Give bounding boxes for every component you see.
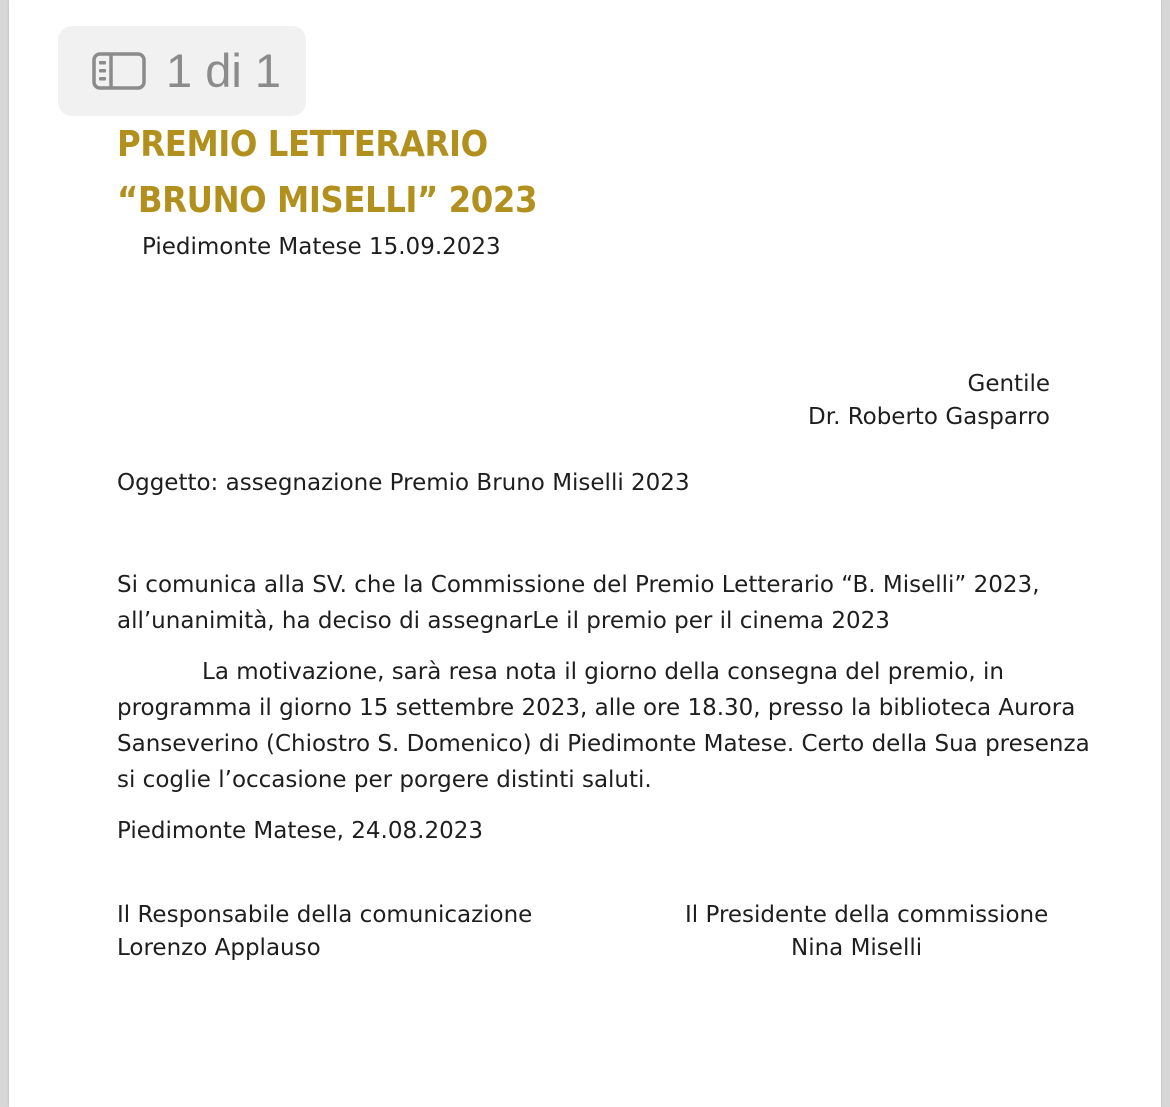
paragraph-2-line-1: La motivazione, sarà resa nota il giorno della consegna del premio, in (202, 659, 1004, 685)
paragraph-2-line-2: programma il giorno 15 settembre 2023, alle ore 18.30, presso la biblioteca Aurora (117, 695, 1076, 721)
footer-place-date: Piedimonte Matese, 24.08.2023 (117, 818, 483, 844)
page-indicator[interactable] (58, 26, 306, 116)
page-count-label: 1 di 1 (166, 44, 281, 97)
signatory-left-name: Lorenzo Applauso (117, 935, 321, 961)
subject-line: Oggetto: assegnazione Premio Bruno Miselli 2023 (117, 470, 690, 496)
salutation: Gentile (967, 371, 1050, 397)
paragraph-1-line-1: Si comunica alla SV. che la Commissione del Premio Letterario “B. Miselli” 2023, (117, 572, 1040, 598)
award-title-line-2: “BRUNO MISELLI” 2023 (117, 180, 538, 221)
paragraph-2-line-3: Sanseverino (Chiostro S. Domenico) di Piedimonte Matese. Certo della Sua presenza (117, 731, 1090, 757)
header-place-date: Piedimonte Matese 15.09.2023 (142, 234, 501, 260)
signatory-right-role: Il Presidente della commissione (685, 902, 1049, 928)
document-outline-icon (92, 52, 146, 90)
paragraph-1-line-2: all’unanimità, ha deciso di assegnarLe il premio per il cinema 2023 (117, 608, 890, 634)
signatory-right-name: Nina Miselli (791, 935, 923, 961)
recipient-name: Dr. Roberto Gasparro (808, 404, 1050, 430)
paragraph-2-line-4: si coglie l’occasione per porgere distinti saluti. (117, 767, 652, 793)
award-title-line-1: PREMIO LETTERARIO (117, 124, 488, 165)
signatory-left-role: Il Responsabile della comunicazione (117, 902, 533, 928)
